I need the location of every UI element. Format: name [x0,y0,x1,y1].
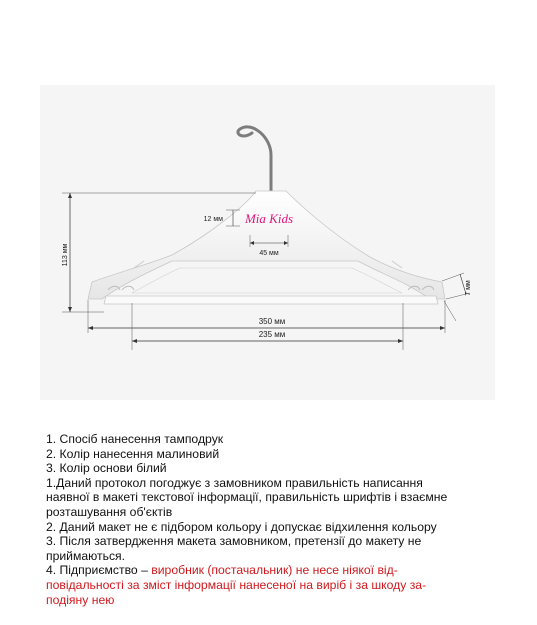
length-350-dimension [88,300,445,333]
note-line-disclaimer [46,563,506,578]
thickness-label: 7 мм [465,280,472,296]
hanger-diagram [40,85,495,400]
note-line: приймаються. [46,548,126,563]
logo-width-label: 45 мм [259,250,279,257]
brand-logo: Mia Kids [244,211,294,226]
length-350-label: 350 мм [258,317,286,326]
neck-label: 12 мм [203,216,223,223]
height-label: 113 мм [62,243,69,267]
disclaimer-text: виробник (постачальник) не несе ніякої від- [151,563,398,578]
note-prefix: 4. Підприємство – [46,563,152,578]
note-line: 2. Даний макет не є підбором кольору і допускає відхилення кольору [46,519,437,534]
hanger-body [88,191,445,304]
note-line: 3. Після затвердження макета замовником, претензії до макету не [46,534,422,549]
disclaimer-text: повідальності за зміст інформації нанесеної на виріб і за шкоду за- [46,577,427,592]
note-line: 3. Колір основи білий [46,461,167,476]
note-line: розташування об'єктів [46,504,173,519]
note-line: 1. Спосіб нанесення тамподрук [46,432,224,446]
note-line: 1.Даний протокол погоджує з замовником правильність написання [46,475,423,490]
disclaimer-text: подіяну нею [46,592,115,607]
thickness-dimension [442,273,472,321]
note-line: наявної в макеті текстової інформації, правильність шрифтів і взаємне [46,490,448,505]
product-drawing [40,85,495,400]
length-235-label: 235 мм [258,330,286,339]
note-line: 2. Колір нанесення малиновий [46,446,220,461]
metal-hook [238,127,271,192]
length-235-dimension [132,303,403,350]
print-notes [46,432,506,607]
